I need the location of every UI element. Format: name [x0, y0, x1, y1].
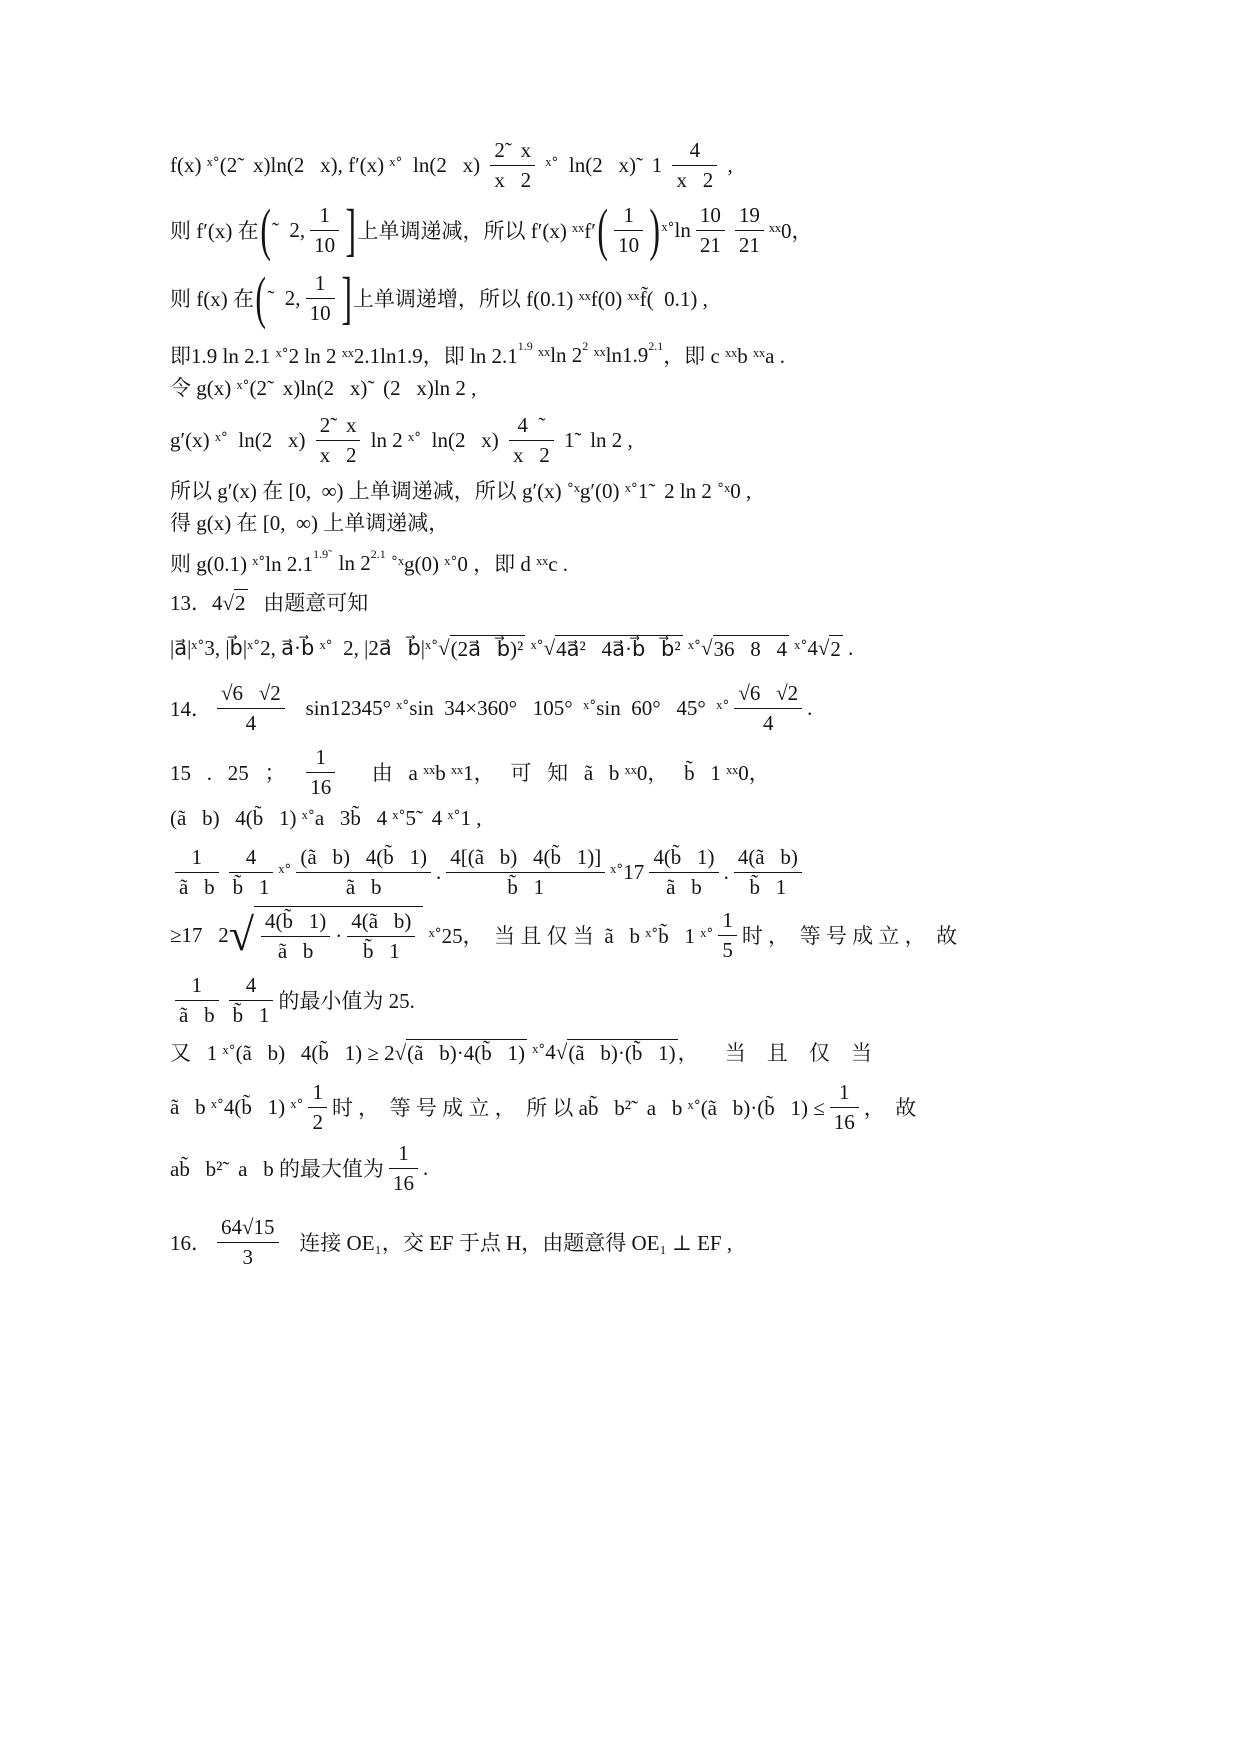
math-text: ˣˣ0， — [768, 219, 813, 243]
fraction — [830, 1080, 859, 1135]
fraction-numerator: 1 — [175, 845, 219, 873]
fraction-denominator: 4 — [763, 710, 774, 735]
fraction-denominator: 5 — [722, 937, 733, 962]
fraction — [614, 203, 643, 258]
math-text: 所以 g′(x) 在 [0, ∞) 上单调递减，所以 g′(x) ˚ˣg′(0) ˣ˚1̃ 2 ln 2 ˚ˣ0 , — [170, 479, 752, 503]
math-text: ˣ˚ ln(2 x)̃ 1 — [540, 152, 668, 177]
math-text: ˣˣln 2 — [532, 342, 583, 367]
math-text: 则 f(x) 在 — [170, 287, 254, 311]
fraction-numerator: 1 — [175, 973, 219, 1001]
superscript: 1.9̃ — [313, 546, 329, 561]
math-text: 1̃ ln 2 , — [558, 427, 633, 452]
radicand: 4a⃗² 4a⃗·b⃗ b⃗² — [556, 636, 681, 661]
fraction-denominator: 10 — [618, 232, 640, 257]
fraction — [175, 845, 219, 900]
fraction-numerator: 1 — [310, 203, 339, 231]
answer-number: 15 . 25 ； — [170, 761, 302, 785]
right-bracket: ] — [345, 197, 357, 262]
math-text: , — [722, 152, 733, 177]
math-text: ˣ˚17 — [610, 859, 645, 884]
math-text: 又 1 ˣ˚(ã b) 4(b̃ 1) ≥ 2√ — [170, 1041, 407, 1065]
math-text: . — [807, 695, 813, 720]
math-text: ln 2 — [328, 550, 371, 575]
radicand: 2 — [830, 636, 841, 661]
fraction-denominator: 10 — [309, 300, 331, 325]
fraction — [306, 271, 335, 326]
math-text: ˜ 2, — [271, 217, 306, 242]
math-text: ˣ˚25， 当 且 仅 当 ã b ˣ˚b̃ 1 ˣ˚ — [423, 924, 714, 948]
radicand: (ã b)·(b̃ 1) — [568, 1040, 676, 1065]
fraction-numerator: 2̃ x — [316, 413, 361, 441]
fraction — [696, 203, 725, 258]
math-text: 则 f′(x) 在 — [170, 219, 259, 243]
fraction — [217, 1215, 279, 1270]
fraction-numerator: 1 — [308, 1080, 327, 1108]
fraction-numerator: 4(ã b) — [734, 845, 802, 873]
fraction-denominator: 4 — [245, 710, 257, 735]
math-text: 由 a ˣˣb ˣˣ1， 可 知 ã b ˣˣ0， b̃ 1 ˣˣ0， — [340, 761, 770, 785]
solution-line-20 — [170, 1136, 428, 1200]
fraction-denominator: b̃ 1 — [507, 874, 545, 899]
math-text: ln 2 ˣ˚ ln(2 x) — [365, 427, 504, 452]
left-bracket: ( — [597, 197, 608, 262]
math-text: f(x) ˣ˚(2̃ x)ln(2 x), f′(x) ˣ˚ ln(2 x) — [170, 152, 486, 177]
math-text: ˚ˣg(0) ˣ˚0 ，即 d ˣˣc . — [385, 552, 569, 576]
fraction-denominator: ã b — [345, 874, 382, 899]
fraction-numerator: √6 √2 — [217, 681, 285, 709]
fraction-numerator: 4 ˜ — [509, 413, 554, 441]
superscript: 1.9 — [517, 338, 533, 353]
left-bracket: ( — [259, 197, 271, 262]
math-text: ˜ 2, — [267, 285, 301, 310]
fraction — [649, 845, 718, 900]
solution-line-3 — [170, 266, 708, 330]
math-text: 则 g(0.1) ˣ˚ln 2.1 — [170, 552, 314, 576]
math-text: · — [335, 924, 343, 948]
fraction-denominator: ã b — [179, 1002, 215, 1027]
math-text: ˣ˚√ — [525, 635, 556, 660]
math-text: ˣ˚4√ — [526, 1039, 568, 1064]
superscript: 2.1 — [648, 338, 664, 353]
fraction-numerator: 4[(ã b) 4(b̃ 1)] — [446, 845, 605, 873]
fraction — [490, 138, 535, 193]
math-text: ， 当 且 仅 当 — [677, 1041, 872, 1065]
math-text: 得 g(x) 在 [0, ∞) 上单调递减， — [170, 511, 450, 535]
fraction — [446, 845, 605, 900]
fraction-numerator: 1 — [614, 203, 643, 231]
fraction-numerator: 1 — [389, 1141, 418, 1169]
fraction — [389, 1141, 418, 1196]
fraction-denominator: 21 — [699, 232, 721, 257]
fraction-denominator: b̃ 1 — [749, 874, 787, 899]
fraction-denominator: x 2 — [512, 442, 550, 467]
fraction — [734, 681, 802, 736]
fraction — [672, 138, 717, 193]
radicand: 36 8 4 — [713, 636, 787, 661]
fraction-numerator: (ã b) 4(b̃ 1) — [296, 845, 431, 873]
solution-line-1 — [170, 133, 733, 197]
fraction — [229, 845, 274, 900]
fraction-numerator: √6 √2 — [734, 681, 802, 709]
right-bracket: ] — [340, 265, 352, 330]
fraction-numerator: 10 — [696, 203, 725, 231]
fraction — [718, 908, 737, 963]
math-text: . — [723, 859, 729, 884]
fraction-numerator: 4(ã b) — [347, 909, 415, 937]
solution-line-21 — [170, 1210, 732, 1274]
fraction-denominator: x 2 — [319, 442, 357, 467]
fraction-numerator: 1 — [306, 745, 335, 773]
fraction-denominator: 16 — [833, 1109, 855, 1134]
solution-line-16 — [170, 903, 957, 967]
fraction-numerator: 4 — [229, 973, 274, 1001]
radical-sign: √ — [228, 909, 255, 960]
math-text: . — [435, 859, 442, 884]
math-text: ˣˣln1.9 — [588, 342, 649, 367]
fraction — [217, 681, 285, 736]
math-text: . — [422, 1155, 429, 1180]
answer-number: 16． — [170, 1231, 212, 1255]
math-text: sin12345° ˣ˚sin 34×360° 105° ˣ˚sin 60° 45° ˣ˚ — [289, 695, 730, 720]
superscript: 2.1 — [370, 546, 386, 561]
math-text: 由题意可知 — [247, 591, 369, 615]
math-text: 即1.9 ln 2.1 ˣ˚2 ln 2 ˣˣ2.1ln1.9，即 ln 2.1 — [170, 344, 518, 368]
fraction-denominator: b̃ 1 — [362, 939, 400, 963]
fraction — [735, 203, 764, 258]
math-text: ≥17 2 — [170, 922, 229, 947]
fraction-denominator: 16 — [392, 1170, 414, 1195]
fraction-numerator: 1 — [830, 1080, 859, 1108]
math-text: 时 ， 等 号 成 立 ， 故 — [741, 924, 958, 948]
radicand — [254, 906, 423, 964]
math-text: 时 ， 等 号 成 立 ， 所 以 ab̃ b²̃ a b ˣ˚(ã b)·(b̃ 1) ≤ — [331, 1096, 825, 1120]
fraction-numerator: 1 — [718, 908, 737, 936]
fraction-denominator: 16 — [310, 774, 332, 799]
fraction-numerator: 2̃ x — [490, 138, 535, 166]
math-text: ˣ˚√ — [682, 635, 713, 660]
math-text: ã b ˣ˚4(b̃ 1) ˣ˚ — [170, 1094, 304, 1119]
fraction-numerator: 4 — [229, 845, 274, 873]
solution-line-15 — [170, 840, 807, 904]
fraction-denominator: b̃ 1 — [232, 1002, 270, 1027]
fraction-denominator: b̃ 1 — [232, 874, 270, 899]
math-text: 的最小值为 25. — [278, 989, 415, 1013]
fraction-denominator: 3 — [242, 1244, 254, 1269]
math-text: 连接 OE₁，交 EF 于点 H，由题意得 OE₁ ⊥ EF , — [283, 1231, 733, 1255]
math-text: 上单调递增，所以 f(0.1) ˣˣf(0) ˣˣf̃( 0.1) , — [352, 287, 708, 311]
superscript: 2 — [582, 338, 589, 353]
solution-line-11 — [170, 616, 853, 680]
math-text: |a⃗|ˣ˚3, |b⃗|ˣ˚2, a⃗·b⃗ ˣ˚ 2, |2a⃗ b⃗|ˣ˚√ — [170, 635, 450, 660]
math-text: ˣ˚ln — [661, 217, 691, 242]
fraction — [308, 1080, 327, 1135]
fraction-numerator: 4 — [672, 138, 717, 166]
solution-line-12 — [170, 676, 812, 740]
radicand: 2 — [235, 590, 246, 615]
math-text: . — [842, 635, 854, 660]
solution-line-2 — [170, 198, 813, 262]
math-text: ˣ˚ — [278, 859, 292, 884]
math-text: (ã b) 4(b̃ 1) ˣ˚a 3b̃ 4 ˣ˚5̃ 4 ˣ˚1 , — [170, 805, 482, 830]
math-text: ab̃ b²̃ a b 的最大值为 — [170, 1157, 384, 1181]
solution-line-19 — [170, 1075, 916, 1139]
answer-number: 13．4√ — [170, 591, 235, 615]
fraction-numerator: 1 — [306, 271, 335, 299]
fraction-denominator: ã b — [277, 939, 314, 963]
fraction-numerator: 64√15 — [217, 1215, 279, 1243]
radicand: (2a⃗ b⃗)² — [450, 636, 524, 661]
fraction-numerator: 4(b̃ 1) — [261, 909, 330, 937]
fraction-numerator: 4(b̃ 1) — [649, 845, 718, 873]
math-text: g′(x) ˣ˚ ln(2 x) — [170, 427, 311, 452]
fraction-denominator: x 2 — [494, 167, 532, 192]
fraction-denominator: ã b — [666, 874, 702, 899]
fraction — [296, 845, 431, 900]
fraction-numerator: 19 — [735, 203, 764, 231]
answer-number: 14． — [170, 697, 212, 721]
left-bracket: ( — [255, 265, 266, 330]
fraction — [734, 845, 802, 900]
fraction — [310, 203, 339, 258]
math-text: ， 故 — [863, 1096, 917, 1120]
fraction — [261, 909, 330, 964]
fraction-denominator: 10 — [314, 232, 336, 257]
fraction — [347, 909, 415, 964]
fraction-denominator: ã b — [179, 874, 215, 899]
math-text: 上单调递减，所以 f′(x) ˣˣf′ — [357, 219, 596, 243]
right-bracket: ) — [649, 197, 661, 262]
radicand: (ã b)·4(b̃ 1) — [407, 1040, 525, 1065]
fraction-denominator: 21 — [738, 232, 760, 257]
math-text: 令 g(x) ˣ˚(2̃ x)ln(2 x)̃ (2 x)ln 2 , — [170, 376, 477, 400]
fraction-denominator: 2 — [312, 1109, 323, 1134]
math-text: ，即 c ˣˣb ˣˣa . — [663, 344, 785, 368]
fraction-denominator: x 2 — [676, 167, 714, 192]
math-text: ˣ˚4√ — [789, 635, 830, 660]
